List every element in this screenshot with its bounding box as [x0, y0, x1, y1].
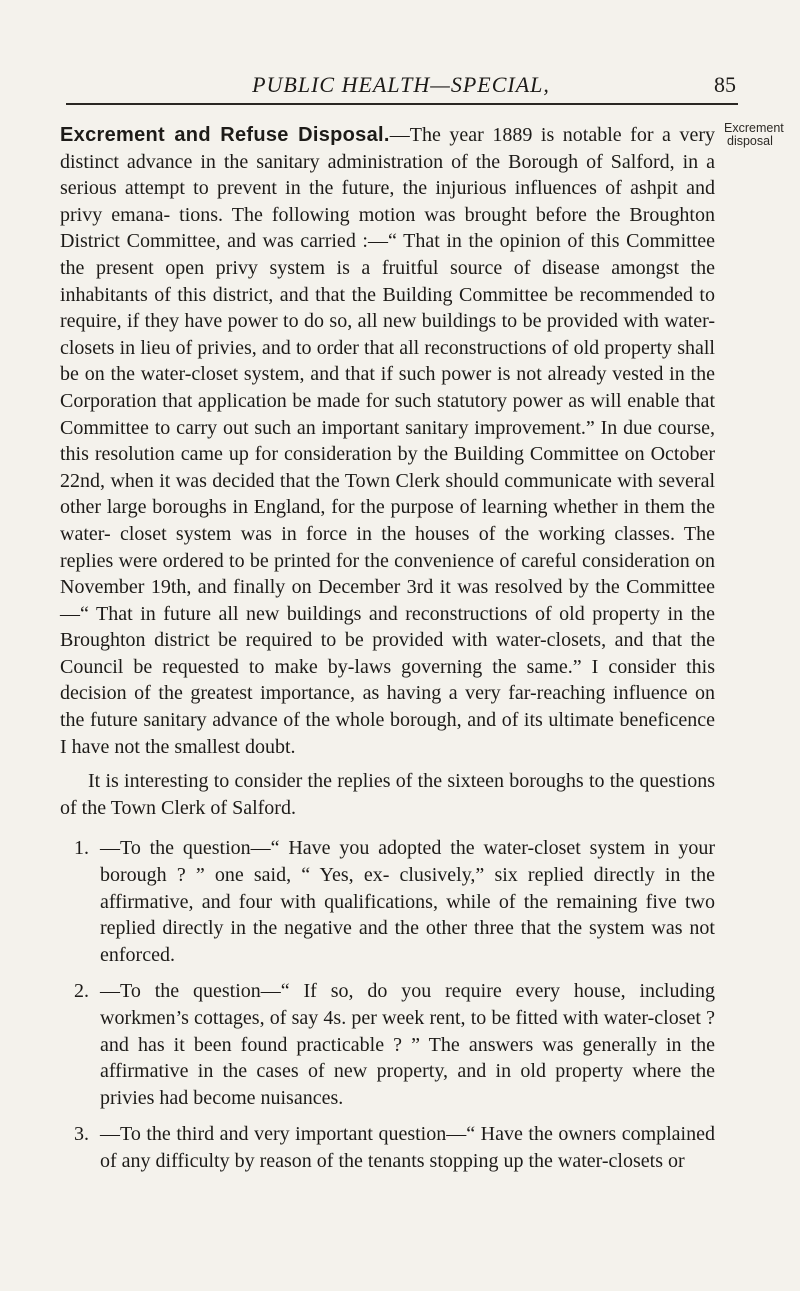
page-number: 85: [714, 72, 736, 97]
section-heading: Excrement and Refuse Disposal.: [60, 124, 390, 146]
question-item-1: [60, 835, 715, 968]
question-item-3: [60, 1121, 715, 1174]
question-text: —To the question—“ Have you adopted the water-closet system in your borough ? ” one said, “ Yes, ex- clusively,” six replied directly in the affirmative, and four with qualifications, while of the remaining five two replied directly in the negative and the other three that the system was not enforced.: [100, 837, 715, 966]
paragraph-2: It is interesting to consider the replies of the sixteen boroughs to the questions of the Town Clerk of Salford.: [60, 770, 715, 819]
question-number: 3.: [74, 1123, 89, 1146]
question-number: 2.: [74, 980, 89, 1003]
question-text: —To the question—“ If so, do you require every house, including workmen’s cottages, of say 4s. per week rent, to be fitted with water-closet ? and has it been found practicable ? ” The answers was generally in the affirmative in the cases of new property, and in old property where the privies had become nuisances.: [100, 980, 715, 1109]
page-header: [66, 72, 736, 106]
question-item-2: [60, 978, 715, 1111]
margin-note-line-1: Excrement: [724, 121, 784, 135]
question-list: [60, 835, 715, 1174]
margin-note: [724, 122, 800, 148]
running-title: PUBLIC HEALTH—SPECIAL,: [252, 72, 550, 97]
question-text: —To the third and very important question—“ Have the owners complained of any difficulty by reason of the tenants stopping up the water-closets or: [100, 1123, 715, 1172]
paragraph-1-text: —The year 1889 is notable for a very distinct advance in the sanitary administration of the Borough of Salford, in a serious attempt to prevent in the future, the injurious influences of ashpit and privy emana- tions. The following motion was brought before the Broughton District Committee, and was carried :—“ That in the opinion of this Committee the present open privy system is a fruitful source of disease amongst the inhabitants of this district, and that the Building Committee be recommended to require, if they have power to do so, all new buildings to be provided with water- closets in lieu of privies, and to order that all reconstructions of old property shall be on the water-closet system, and that if such power is not already vested in the Corporation that application be made for such statutory power as will enable that Committee to carry out such an important sanitary improvement.” In due course, this resolution came up for consideration by the Building Committee on October 22nd, when it was decided that the Town Clerk should communicate with several other large boroughs in England, for the purpose of learning whether in them the water- closet system was in force in the houses of the working classes. The replies were ordered to be printed for the convenience of careful consideration on November 19th, and finally on December 3rd it was resolved by the Committee—“ That in future all new buildings and reconstructions of old property in the Broughton district be required to be provided with water-closets, and that the Council be requested to make by-laws governing the same.” I consider this decision of the greatest importance, as having a very far-reaching influence on the future sanitary advance of the whole borough, and of its ultimate beneficence I have not the smallest doubt.: [60, 124, 716, 758]
question-number: 1.: [74, 837, 89, 860]
paragraph-1: [60, 122, 715, 760]
body-text: [60, 122, 715, 1185]
header-rule: [66, 103, 738, 105]
margin-note-line-2: disposal: [727, 134, 773, 148]
